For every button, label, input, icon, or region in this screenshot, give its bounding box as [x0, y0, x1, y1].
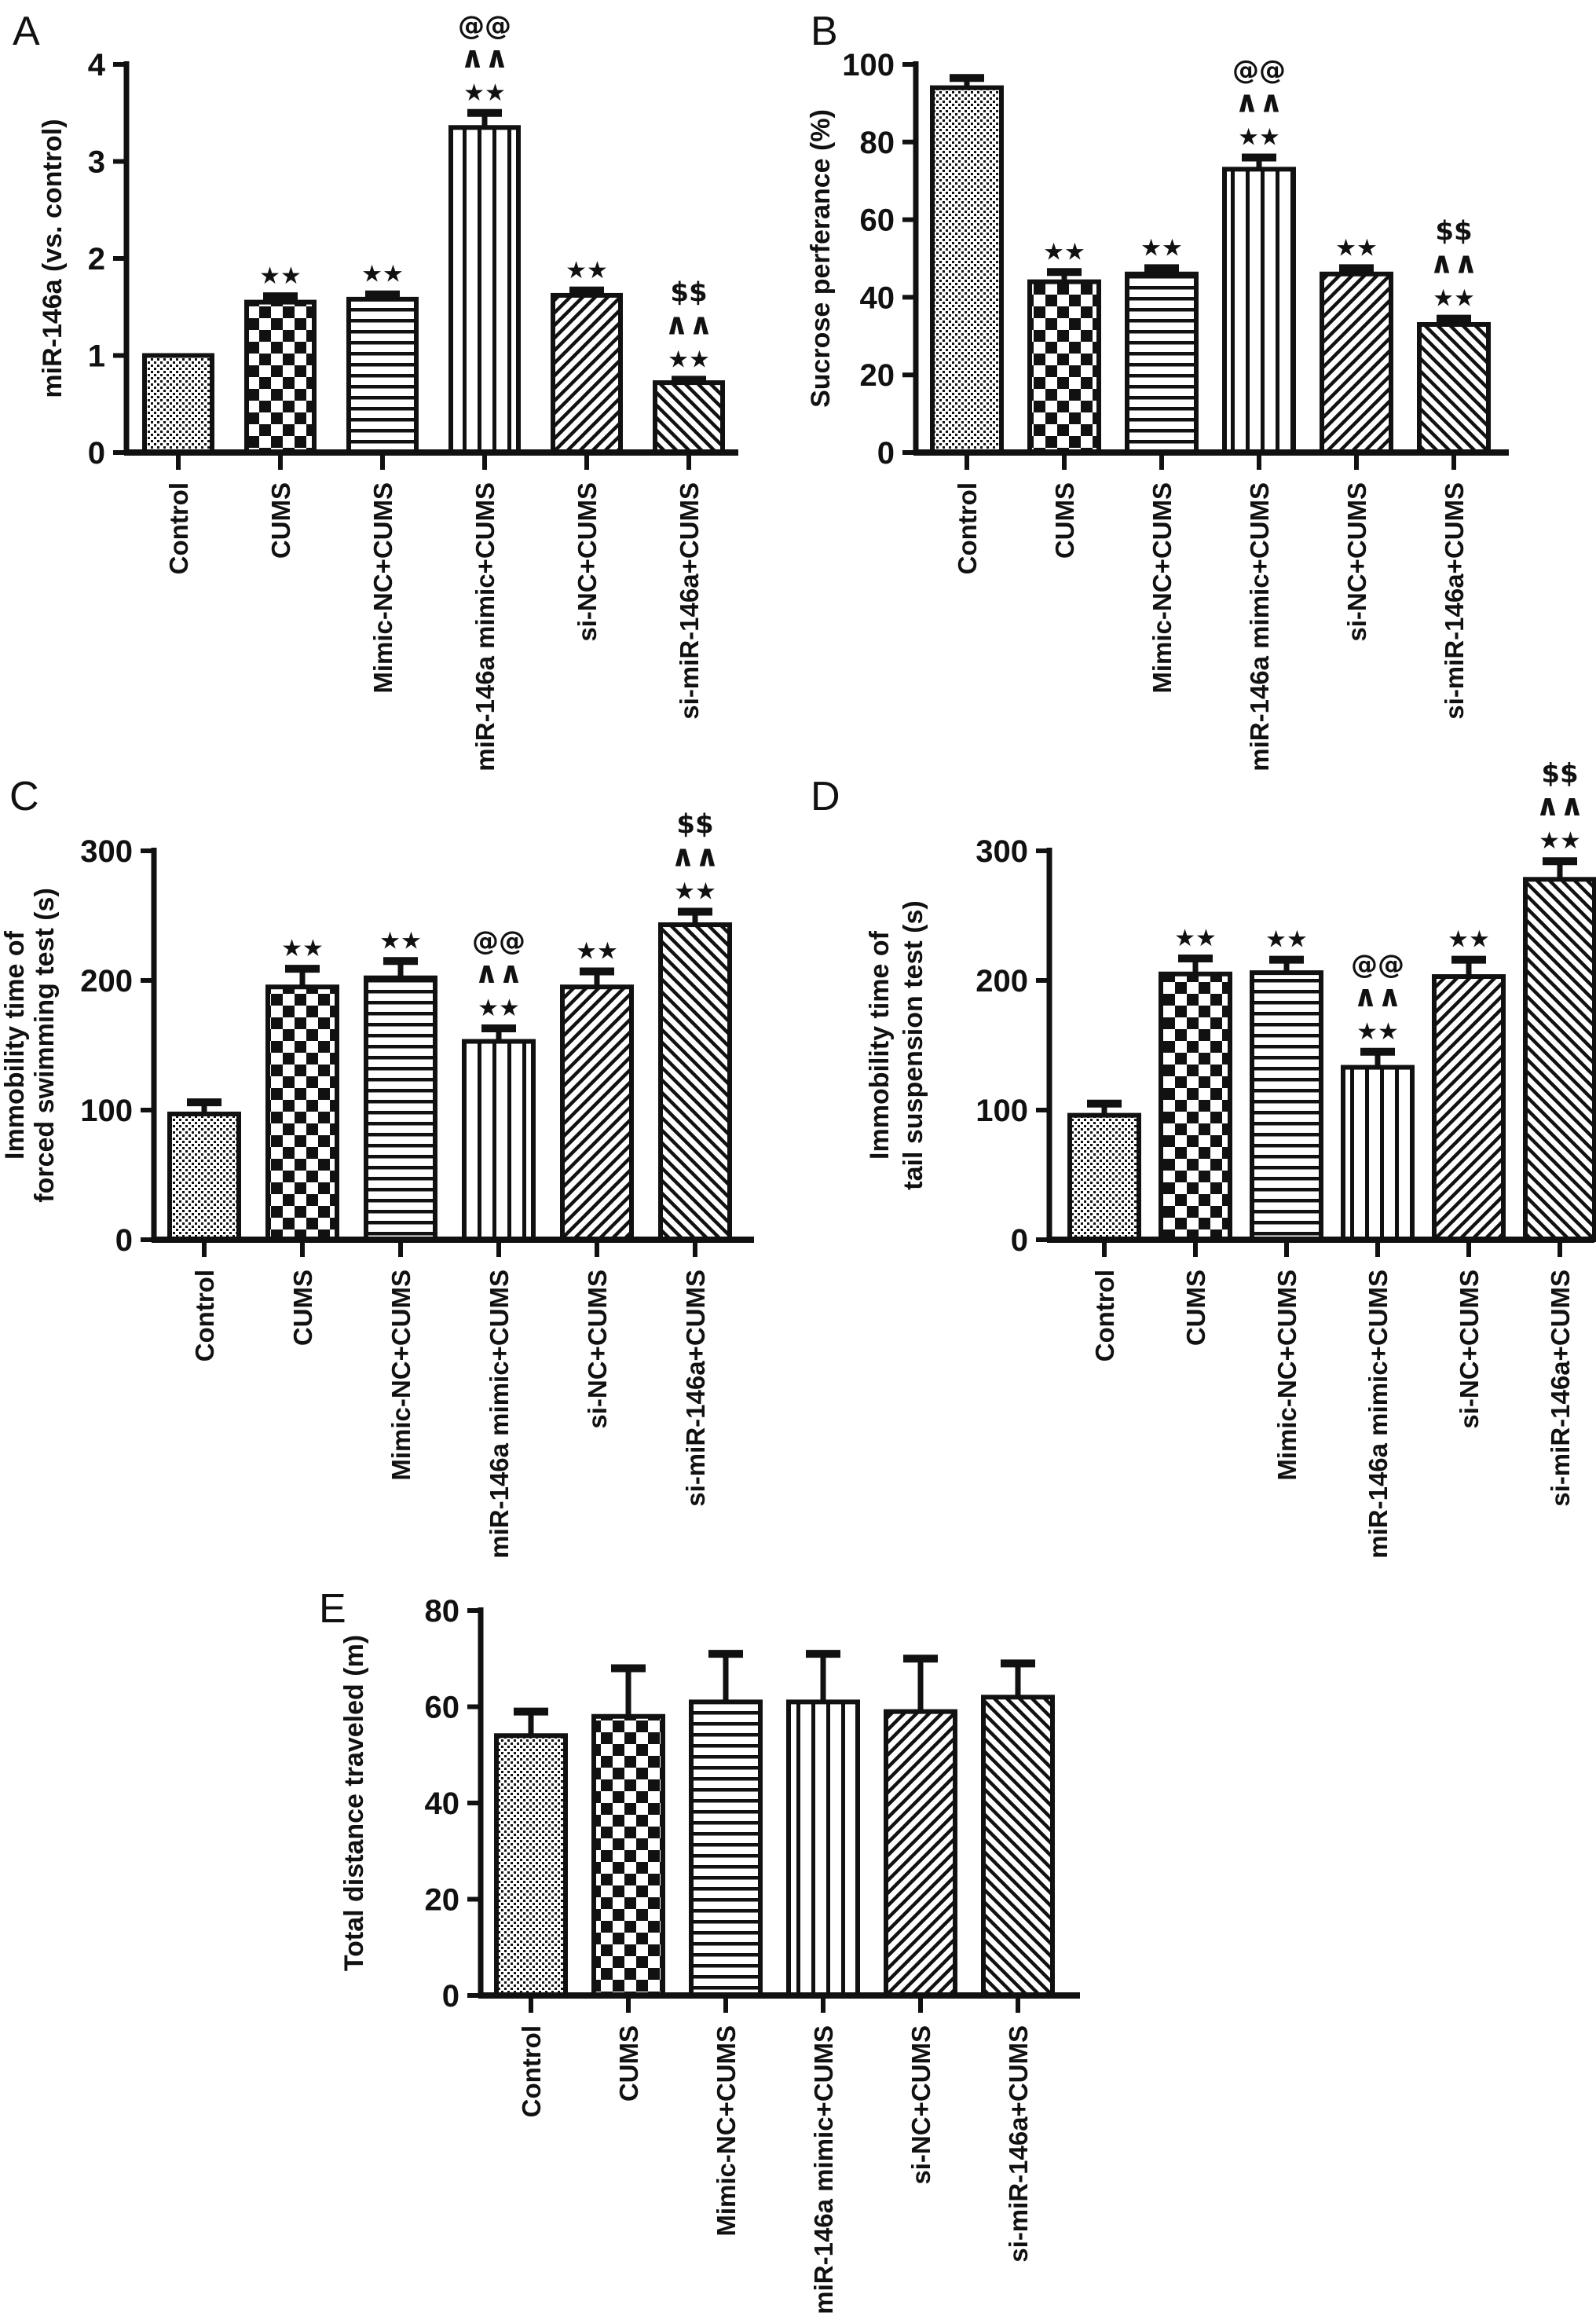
x-category-label: si-miR-146a+CUMS: [1546, 1270, 1575, 1507]
significance-marker: @@: [458, 9, 511, 42]
significance-marker: $$: [1541, 758, 1579, 790]
x-category-label: si-NC+CUMS: [906, 2025, 935, 2185]
bar-C-si-miR-146a+CUMS: [661, 925, 730, 1240]
x-category-label: Control: [164, 482, 193, 575]
bars-group-B: [932, 78, 1488, 453]
panel-c-bar-chart: [0, 770, 798, 1579]
significance-marker: ★★: [478, 995, 520, 1023]
significance-marker: ★★: [1174, 924, 1217, 952]
x-category-label: Mimic-NC+CUMS: [1272, 1270, 1301, 1481]
y-axis-title: Immobility time of: [0, 931, 30, 1160]
significance-marker: ∧∧: [474, 955, 523, 991]
bar-C-CUMS: [268, 987, 337, 1240]
bar-E-CUMS: [594, 1717, 663, 1995]
significance-marker: ★★: [674, 878, 716, 906]
y-tick-label: 40: [424, 1786, 459, 1821]
x-category-label: Mimic-NC+CUMS: [1148, 482, 1177, 694]
x-category-label: si-NC+CUMS: [1342, 482, 1371, 642]
panel-e-bar-chart: [259, 1579, 1131, 2316]
bar-A-Control: [145, 356, 212, 453]
y-tick-label: 200: [976, 964, 1028, 999]
bar-A-miR-146a mimic+CUMS: [451, 127, 518, 453]
y-tick-label: 40: [859, 280, 895, 316]
significance-marker: ★★: [1043, 238, 1085, 266]
significance-marker: ★★: [566, 256, 608, 284]
bar-D-CUMS: [1161, 974, 1230, 1240]
x-category-label: miR-146a mimic+CUMS: [485, 1270, 514, 1559]
x-category-label: CUMS: [288, 1270, 317, 1347]
y-tick-label: 200: [80, 964, 133, 999]
y-tick-label: 20: [424, 1882, 459, 1918]
y-axis-title: Sucrose perferance (%): [806, 109, 836, 408]
x-category-label: miR-146a mimic+CUMS: [809, 2025, 838, 2314]
significance-marker: ★★: [1265, 925, 1308, 954]
x-category-label: si-miR-146a+CUMS: [1004, 2025, 1033, 2263]
y-tick-label: 2: [87, 242, 105, 277]
bar-E-Control: [496, 1735, 566, 1995]
y-tick-label: 300: [80, 834, 133, 869]
bar-E-miR-146a mimic+CUMS: [789, 1702, 858, 1995]
y-axis-title: Total distance traveled (m): [339, 1634, 369, 1972]
significance-marker: ★★: [1448, 925, 1490, 954]
x-category-label: si-miR-146a+CUMS: [675, 482, 704, 720]
bar-D-Control: [1070, 1116, 1139, 1240]
significance-marker: ★★: [463, 79, 506, 107]
x-category-label: CUMS: [614, 2025, 643, 2102]
bar-D-si-miR-146a+CUMS: [1525, 879, 1594, 1240]
bar-D-si-NC+CUMS: [1434, 977, 1503, 1240]
panel-a-bar-chart: [0, 0, 798, 770]
significance-marker: $$: [670, 277, 708, 309]
bar-C-si-NC+CUMS: [562, 987, 631, 1240]
y-tick-label: 0: [87, 436, 105, 471]
significance-marker: ★★: [1335, 234, 1378, 262]
bars-group-A: [145, 113, 723, 453]
bar-B-Control: [932, 88, 1001, 453]
y-tick-label: 0: [1010, 1223, 1028, 1258]
x-category-label: miR-146a mimic+CUMS: [1364, 1270, 1393, 1559]
significance-marker: ★★: [1140, 234, 1183, 262]
x-category-label: Control: [953, 482, 982, 575]
y-tick-label: 20: [859, 358, 895, 394]
x-category-label: Control: [190, 1270, 219, 1362]
bars-group-C: [170, 912, 730, 1240]
bar-B-Mimic-NC+CUMS: [1127, 274, 1196, 453]
significance-marker: ★★: [1356, 1017, 1399, 1046]
significance-marker: ∧∧: [1429, 245, 1478, 280]
y-axis-title: forced swimming test (s): [30, 888, 60, 1203]
bar-A-si-miR-146a+CUMS: [655, 383, 723, 453]
significance-marker: $$: [676, 808, 714, 841]
y-tick-label: 100: [80, 1094, 133, 1128]
significance-marker: @@: [472, 925, 525, 958]
y-tick-label: 3: [87, 145, 105, 180]
y-tick-label: 60: [424, 1690, 459, 1725]
y-tick-label: 0: [441, 1979, 459, 2014]
significance-marker: ∧∧: [1353, 978, 1402, 1013]
significance-marker: ★★: [1238, 123, 1280, 152]
y-tick-label: 80: [859, 125, 895, 160]
x-category-label: Mimic-NC+CUMS: [368, 482, 397, 694]
x-category-label: miR-146a mimic+CUMS: [1245, 482, 1274, 771]
significance-marker: ∧∧: [460, 39, 509, 75]
y-axis-title: tail suspension test (s): [899, 900, 928, 1190]
bar-B-si-NC+CUMS: [1322, 274, 1391, 453]
bar-E-si-NC+CUMS: [886, 1712, 955, 1995]
x-category-label: CUMS: [1050, 482, 1079, 559]
y-tick-label: 100: [976, 1094, 1028, 1128]
y-tick-label: 4: [87, 48, 105, 82]
x-category-label: Control: [1090, 1270, 1119, 1362]
panel-letter-b: B: [811, 9, 838, 54]
panel-letter-c: C: [9, 774, 39, 819]
x-category-label: si-miR-146a+CUMS: [681, 1270, 710, 1507]
bar-C-Control: [170, 1114, 239, 1240]
y-tick-label: 1: [87, 339, 105, 374]
bar-C-miR-146a mimic+CUMS: [464, 1042, 533, 1240]
x-category-label: Mimic-NC+CUMS: [712, 2025, 741, 2237]
significance-marker: @@: [1232, 54, 1286, 86]
panel-letter-e: E: [319, 1586, 346, 1632]
panel-letter-a: A: [13, 9, 40, 54]
y-tick-label: 0: [877, 436, 895, 471]
y-axis-title: Immobility time of: [865, 931, 895, 1160]
bar-B-miR-146a mimic+CUMS: [1224, 169, 1294, 453]
bars-group-E: [496, 1654, 1052, 1995]
x-category-label: CUMS: [266, 482, 295, 559]
x-category-label: si-miR-146a+CUMS: [1440, 482, 1469, 720]
significance-marker: ∧∧: [671, 838, 719, 874]
x-category-label: CUMS: [1181, 1270, 1210, 1347]
significance-marker: ∧∧: [1235, 84, 1283, 119]
x-category-label: si-NC+CUMS: [1455, 1270, 1484, 1429]
bar-B-si-miR-146a+CUMS: [1419, 324, 1488, 453]
significance-marker: ★★: [668, 346, 710, 374]
significance-marker: @@: [1351, 948, 1404, 980]
x-category-label: si-NC+CUMS: [583, 1270, 612, 1429]
bar-D-miR-146a mimic+CUMS: [1343, 1068, 1412, 1240]
bar-E-si-miR-146a+CUMS: [983, 1697, 1052, 1995]
y-axis-title: miR-146a (vs. control): [38, 119, 68, 398]
bar-E-Mimic-NC+CUMS: [691, 1702, 760, 1995]
bar-B-CUMS: [1030, 282, 1099, 453]
x-category-label: miR-146a mimic+CUMS: [470, 482, 500, 771]
bar-A-Mimic-NC+CUMS: [349, 299, 416, 453]
significance-marker: ★★: [259, 262, 302, 291]
panel-letter-d: D: [811, 774, 840, 819]
panel-d-bar-chart: [798, 758, 1596, 1579]
bars-group-D: [1070, 861, 1594, 1240]
significance-marker: ★★: [281, 935, 324, 963]
significance-marker: ★★: [1539, 827, 1581, 856]
significance-marker: ∧∧: [664, 306, 713, 342]
significance-marker: ★★: [1433, 284, 1475, 313]
x-category-label: Control: [517, 2025, 546, 2118]
y-tick-label: 60: [859, 203, 895, 238]
bar-A-si-NC+CUMS: [553, 295, 620, 453]
bar-C-Mimic-NC+CUMS: [366, 978, 435, 1240]
y-tick-label: 80: [424, 1594, 459, 1629]
x-category-label: Mimic-NC+CUMS: [386, 1270, 415, 1481]
bar-A-CUMS: [247, 302, 314, 453]
significance-marker: ★★: [361, 260, 404, 288]
bar-D-Mimic-NC+CUMS: [1252, 973, 1321, 1240]
significance-marker: ∧∧: [1536, 788, 1584, 823]
significance-marker: $$: [1435, 215, 1473, 247]
panel-b-bar-chart: [798, 0, 1596, 770]
y-tick-label: 100: [842, 48, 895, 82]
significance-marker: ★★: [379, 927, 422, 955]
y-tick-label: 0: [115, 1223, 133, 1258]
significance-marker: ★★: [576, 937, 618, 966]
y-tick-label: 300: [976, 834, 1028, 869]
x-category-label: si-NC+CUMS: [573, 482, 602, 642]
